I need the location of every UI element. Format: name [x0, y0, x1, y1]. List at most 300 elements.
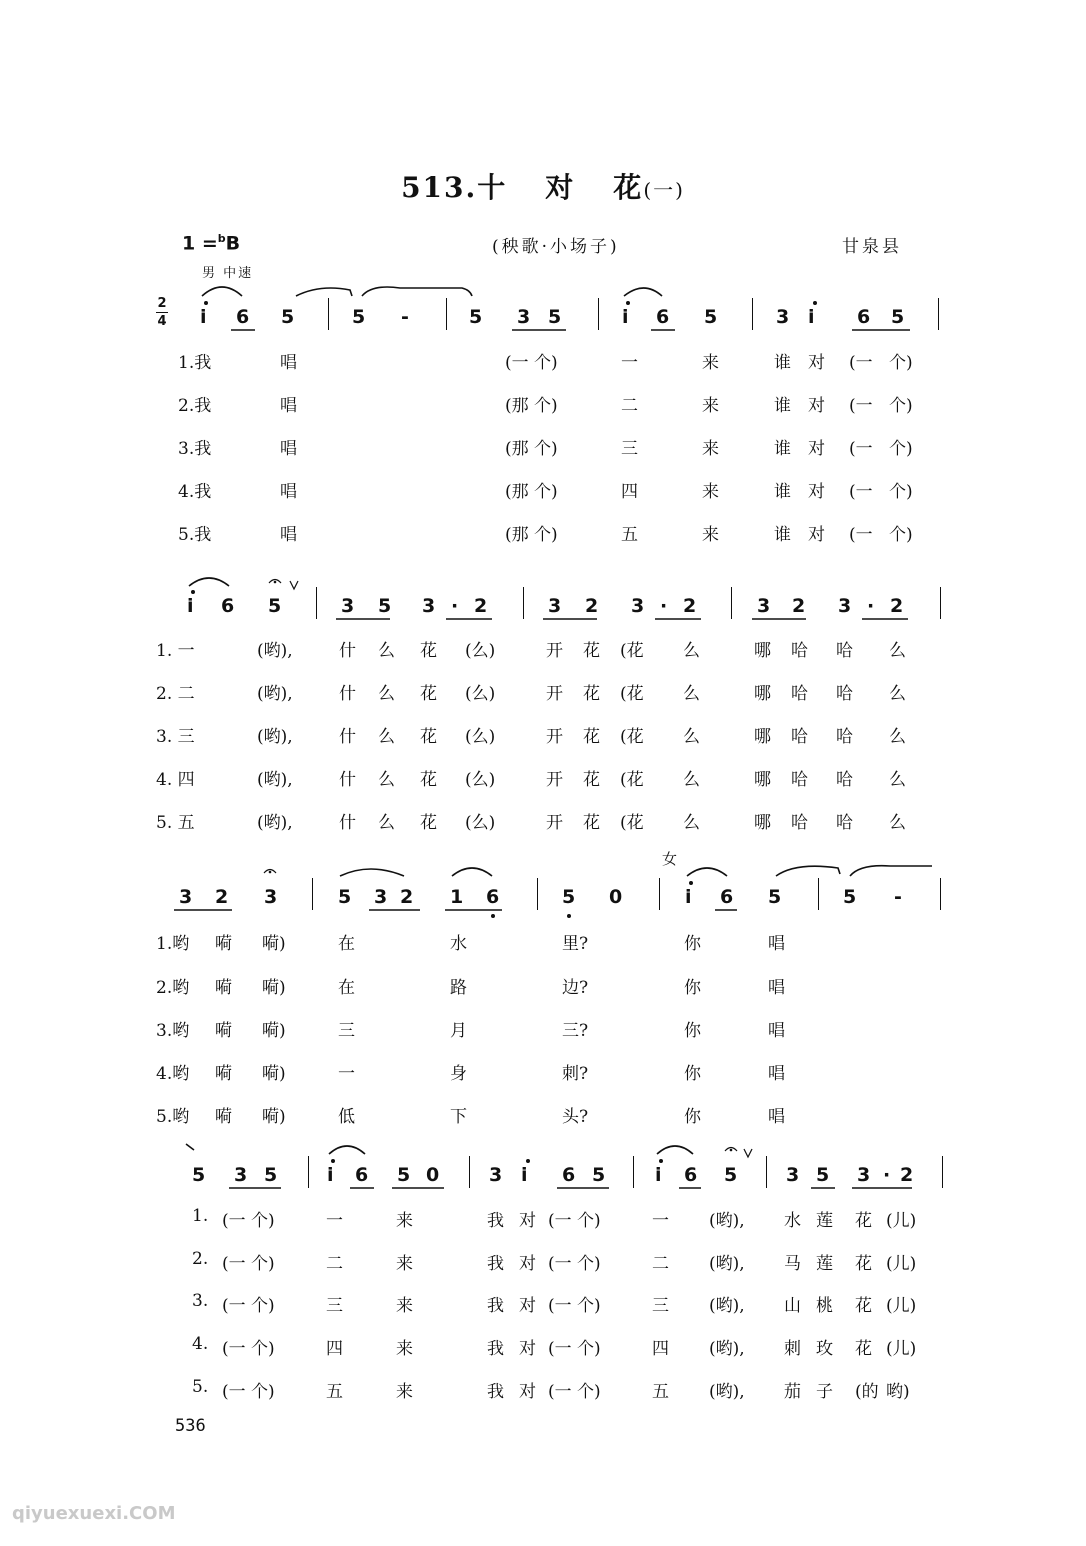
- lyric-syllable: 花: [583, 641, 600, 661]
- lyric-syllable: (哟),: [257, 641, 293, 661]
- lyric-syllable: 莲: [816, 1254, 833, 1274]
- note: 3: [374, 886, 388, 908]
- lyric-syllable: (花: [620, 813, 644, 833]
- origin-label: 甘泉县: [842, 237, 902, 257]
- lyric-syllable: 路: [450, 978, 467, 998]
- verse-line: [0, 391, 1086, 415]
- lyric-syllable: 哟): [886, 1382, 910, 1402]
- lyric-syllable: 3.: [192, 1291, 209, 1311]
- note: 1: [450, 886, 464, 908]
- lyric-syllable: 5.我: [178, 525, 212, 545]
- barline: [598, 298, 599, 330]
- lyric-syllable: 在: [338, 934, 355, 954]
- lyric-syllable: 一: [621, 353, 638, 373]
- note: 5: [768, 886, 782, 908]
- lyric-syllable: 来: [396, 1382, 413, 1402]
- note: 3: [631, 595, 645, 617]
- lyric-syllable: 嗬: [215, 1107, 232, 1127]
- note: 5: [264, 1164, 278, 1186]
- lyric-syllable: (哟),: [709, 1339, 745, 1359]
- lyric-syllable: 刺: [784, 1339, 801, 1359]
- barline: [731, 587, 732, 619]
- verse-line: [0, 1334, 1086, 1358]
- note: 3: [489, 1164, 503, 1186]
- lyric-syllable: (一: [849, 525, 873, 545]
- lyric-syllable: 唱: [768, 978, 785, 998]
- lyric-syllable: 么: [378, 727, 395, 747]
- lyric-syllable: 山: [784, 1296, 801, 1316]
- lyric-syllable: 花: [420, 813, 437, 833]
- lyric-syllable: 哈: [791, 684, 808, 704]
- lyric-syllable: 哪: [754, 727, 771, 747]
- lyric-syllable: 什: [339, 770, 356, 790]
- lyric-syllable: 么: [378, 770, 395, 790]
- lyric-syllable: 3.哟: [156, 1021, 190, 1041]
- lyric-syllable: 对: [808, 482, 825, 502]
- lyric-syllable: 三?: [562, 1021, 589, 1041]
- lyric-syllable: 花: [583, 770, 600, 790]
- lyric-syllable: 对: [808, 439, 825, 459]
- note: 3: [786, 1164, 800, 1186]
- lyric-syllable: (哟),: [709, 1296, 745, 1316]
- notation-system-4: [0, 1156, 1086, 1196]
- lyric-syllable: 五: [621, 525, 638, 545]
- lyric-syllable: 下: [450, 1107, 467, 1127]
- barline: [942, 1156, 943, 1188]
- lyric-syllable: 2.我: [178, 396, 212, 416]
- barline: [537, 878, 538, 910]
- lyric-syllable: 花: [855, 1211, 872, 1231]
- lyric-syllable: (一 个): [548, 1211, 601, 1231]
- note: 6: [486, 886, 500, 908]
- lyric-syllable: (的: [855, 1382, 879, 1402]
- lyric-syllable: 来: [702, 525, 719, 545]
- lyric-syllable: 花: [583, 727, 600, 747]
- lyric-syllable: 对: [519, 1339, 536, 1359]
- barline: [469, 1156, 470, 1188]
- lyric-syllable: 3.我: [178, 439, 212, 459]
- lyric-syllable: (么): [465, 684, 496, 704]
- note: i: [200, 306, 207, 328]
- lyric-syllable: 嗬): [262, 1064, 286, 1084]
- lyric-syllable: (一: [849, 482, 873, 502]
- verse-line: [0, 1291, 1086, 1315]
- lyric-syllable: 唱: [768, 934, 785, 954]
- lyric-syllable: 一: [338, 1064, 355, 1084]
- lyric-syllable: 对: [808, 396, 825, 416]
- lyric-syllable: 来: [396, 1254, 413, 1274]
- lyric-syllable: 二: [621, 396, 638, 416]
- lyric-syllable: 子: [816, 1382, 833, 1402]
- lyric-syllable: 马: [784, 1254, 801, 1274]
- lyric-syllable: 嗬): [262, 934, 286, 954]
- note: -: [894, 886, 902, 908]
- lyric-syllable: 唱: [280, 439, 297, 459]
- lyric-syllable: 我: [487, 1339, 504, 1359]
- note: 5: [548, 306, 562, 328]
- note: 3: [838, 595, 852, 617]
- lyric-syllable: 个): [889, 396, 913, 416]
- lyric-syllable: (哟),: [257, 770, 293, 790]
- note: 5: [469, 306, 483, 328]
- lyric-syllable: 唱: [768, 1107, 785, 1127]
- note: 2: [890, 595, 904, 617]
- lyric-syllable: 4.哟: [156, 1064, 190, 1084]
- lyric-syllable: 嗬: [215, 934, 232, 954]
- lyric-syllable: 四: [652, 1339, 669, 1359]
- lyric-syllable: 5.哟: [156, 1107, 190, 1127]
- note: 5: [724, 1164, 738, 1186]
- lyric-syllable: (花: [620, 727, 644, 747]
- lyric-syllable: 对: [808, 353, 825, 373]
- lyric-syllable: 么: [683, 684, 700, 704]
- lyric-syllable: 我: [487, 1254, 504, 1274]
- verse-line: [0, 434, 1086, 458]
- watermark: qiyuexuexi.COM: [12, 1503, 176, 1524]
- lyric-syllable: (花: [620, 770, 644, 790]
- lyric-syllable: 嗬: [215, 1064, 232, 1084]
- verse-line: [0, 973, 1086, 997]
- lyric-syllable: (一: [849, 439, 873, 459]
- verse-line: [0, 520, 1086, 544]
- lyric-syllable: 谁: [774, 396, 791, 416]
- lyric-syllable: 哈: [791, 813, 808, 833]
- notation-system-2: [0, 587, 1086, 627]
- lyric-syllable: (花: [620, 641, 644, 661]
- note: 2: [683, 595, 697, 617]
- lyric-syllable: 五: [652, 1382, 669, 1402]
- lyric-syllable: 玫: [816, 1339, 833, 1359]
- lyric-syllable: 五: [326, 1382, 343, 1402]
- lyric-syllable: (儿): [886, 1339, 917, 1359]
- lyric-syllable: 四: [326, 1339, 343, 1359]
- lyric-syllable: (一 个): [548, 1254, 601, 1274]
- lyric-syllable: 花: [583, 813, 600, 833]
- barline: [752, 298, 753, 330]
- note: 5: [281, 306, 295, 328]
- lyric-syllable: 么: [889, 684, 906, 704]
- lyric-syllable: 开: [546, 770, 563, 790]
- lyric-syllable: 桃: [816, 1296, 833, 1316]
- note: i: [622, 306, 629, 328]
- lyric-syllable: 哈: [836, 641, 853, 661]
- lyric-syllable: 来: [702, 396, 719, 416]
- lyric-syllable: 么: [683, 770, 700, 790]
- note: 6: [656, 306, 670, 328]
- lyric-syllable: (那 个): [505, 396, 558, 416]
- lyric-syllable: 花: [420, 770, 437, 790]
- lyric-syllable: (花: [620, 684, 644, 704]
- note: 2: [400, 886, 414, 908]
- note: 5: [338, 886, 352, 908]
- lyric-syllable: (一 个): [222, 1296, 275, 1316]
- lyric-syllable: (么): [465, 813, 496, 833]
- lyric-syllable: 个): [889, 439, 913, 459]
- key-signature: 1 =$^b$B: [182, 232, 241, 255]
- note: 3: [179, 886, 193, 908]
- lyric-syllable: (哟),: [709, 1211, 745, 1231]
- verse-line: [0, 477, 1086, 501]
- lyric-syllable: (儿): [886, 1254, 917, 1274]
- barline: [659, 878, 660, 910]
- lyric-syllable: (哟),: [709, 1254, 745, 1274]
- lyric-syllable: 花: [420, 684, 437, 704]
- lyric-syllable: 2. 二: [156, 684, 195, 704]
- lyric-syllable: 你: [684, 1064, 701, 1084]
- lyric-syllable: (儿): [886, 1296, 917, 1316]
- lyric-syllable: 低: [338, 1107, 355, 1127]
- lyric-syllable: 嗬): [262, 978, 286, 998]
- lyric-syllable: 在: [338, 978, 355, 998]
- lyric-syllable: 1.我: [178, 353, 212, 373]
- lyric-syllable: 花: [420, 727, 437, 747]
- lyric-syllable: 唱: [280, 525, 297, 545]
- note: 6: [221, 595, 235, 617]
- lyric-syllable: 3. 三: [156, 727, 195, 747]
- lyric-syllable: (一 个): [222, 1339, 275, 1359]
- tempo-marking: 男 中速: [202, 266, 254, 281]
- note: 6: [857, 306, 871, 328]
- note: ·: [660, 595, 668, 617]
- lyric-syllable: 开: [546, 813, 563, 833]
- notation-system-3: [0, 878, 1086, 918]
- note: i: [187, 595, 194, 617]
- lyric-syllable: 你: [684, 978, 701, 998]
- note: 3: [422, 595, 436, 617]
- note: 6: [684, 1164, 698, 1186]
- lyric-syllable: 三: [652, 1296, 669, 1316]
- barline: [818, 878, 819, 910]
- lyric-syllable: 哈: [836, 727, 853, 747]
- notation-system-1: [0, 298, 1086, 338]
- note: 5: [816, 1164, 830, 1186]
- note: 5: [704, 306, 718, 328]
- lyric-syllable: 开: [546, 641, 563, 661]
- lyric-syllable: 嗬: [215, 1021, 232, 1041]
- verse-line: [0, 1059, 1086, 1083]
- note: 2: [900, 1164, 914, 1186]
- note: i: [521, 1164, 528, 1186]
- verse-line: [0, 679, 1086, 703]
- note: 3: [548, 595, 562, 617]
- barline: [446, 298, 447, 330]
- verse-line: [0, 929, 1086, 953]
- lyric-syllable: 嗬): [262, 1021, 286, 1041]
- lyric-syllable: 哈: [836, 684, 853, 704]
- barline: [316, 587, 317, 619]
- note: 2: [215, 886, 229, 908]
- lyric-syllable: 边?: [562, 978, 589, 998]
- lyric-syllable: 个): [889, 353, 913, 373]
- lyric-syllable: 我: [487, 1211, 504, 1231]
- lyric-syllable: 开: [546, 727, 563, 747]
- barline: [328, 298, 329, 330]
- lyric-syllable: 唱: [768, 1064, 785, 1084]
- note: ·: [867, 595, 875, 617]
- note: 0: [426, 1164, 440, 1186]
- lyric-syllable: 花: [420, 641, 437, 661]
- lyric-syllable: 莲: [816, 1211, 833, 1231]
- barline: [938, 298, 939, 330]
- lyric-syllable: 一: [652, 1211, 669, 1231]
- lyric-syllable: 你: [684, 1107, 701, 1127]
- female-part-marking: 女: [662, 850, 678, 868]
- verse-line: [0, 765, 1086, 789]
- lyric-syllable: (哟),: [257, 813, 293, 833]
- page-number: 536: [175, 1416, 206, 1436]
- lyric-syllable: 一: [326, 1211, 343, 1231]
- note: 5: [378, 595, 392, 617]
- lyric-syllable: 1.哟: [156, 934, 190, 954]
- lyric-syllable: (哟),: [709, 1382, 745, 1402]
- verse-line: [0, 722, 1086, 746]
- note: 3: [264, 886, 278, 908]
- lyric-syllable: 哪: [754, 684, 771, 704]
- lyric-syllable: 个): [889, 482, 913, 502]
- lyric-syllable: 头?: [562, 1107, 589, 1127]
- barline: [523, 587, 524, 619]
- lyric-syllable: 什: [339, 641, 356, 661]
- lyric-syllable: 三: [326, 1296, 343, 1316]
- lyric-syllable: 唱: [280, 396, 297, 416]
- lyric-syllable: 花: [855, 1296, 872, 1316]
- note: 3: [757, 595, 771, 617]
- note: 3: [517, 306, 531, 328]
- lyric-syllable: 三: [621, 439, 638, 459]
- lyric-syllable: 哈: [791, 641, 808, 661]
- barline: [766, 1156, 767, 1188]
- barline: [940, 878, 941, 910]
- barline: [312, 878, 313, 910]
- lyric-syllable: 哈: [791, 727, 808, 747]
- note: 2: [792, 595, 806, 617]
- time-signature: 2 4: [157, 296, 167, 329]
- lyric-syllable: 二: [326, 1254, 343, 1274]
- lyric-syllable: 哈: [836, 770, 853, 790]
- verse-line: [0, 348, 1086, 372]
- note: i: [808, 306, 815, 328]
- lyric-syllable: 么: [889, 770, 906, 790]
- note: 5: [352, 306, 366, 328]
- note: 5: [397, 1164, 411, 1186]
- lyric-syllable: 对: [519, 1254, 536, 1274]
- note: 6: [720, 886, 734, 908]
- note: 6: [236, 306, 250, 328]
- lyric-syllable: 哪: [754, 641, 771, 661]
- lyric-syllable: (么): [465, 770, 496, 790]
- note: 5: [891, 306, 905, 328]
- lyric-syllable: (么): [465, 727, 496, 747]
- lyric-syllable: 么: [683, 813, 700, 833]
- lyric-syllable: (儿): [886, 1211, 917, 1231]
- lyric-syllable: 嗬): [262, 1107, 286, 1127]
- note: 2: [474, 595, 488, 617]
- lyric-syllable: 哪: [754, 813, 771, 833]
- lyric-syllable: 对: [519, 1296, 536, 1316]
- lyric-syllable: 我: [487, 1382, 504, 1402]
- lyric-syllable: (一 个): [222, 1254, 275, 1274]
- lyric-syllable: 开: [546, 684, 563, 704]
- lyric-syllable: 来: [702, 353, 719, 373]
- verse-line: [0, 1102, 1086, 1126]
- lyric-syllable: 唱: [280, 482, 297, 502]
- lyric-syllable: 唱: [768, 1021, 785, 1041]
- lyric-syllable: (那 个): [505, 439, 558, 459]
- lyric-syllable: 对: [519, 1382, 536, 1402]
- lyric-syllable: 花: [583, 684, 600, 704]
- note: 2: [585, 595, 599, 617]
- note: 6: [562, 1164, 576, 1186]
- verse-line: [0, 1206, 1086, 1230]
- lyric-syllable: (那 个): [505, 482, 558, 502]
- genre-label: (秧歌·小场子): [492, 237, 620, 257]
- note: 6: [355, 1164, 369, 1186]
- barline: [308, 1156, 309, 1188]
- lyric-syllable: 刺?: [562, 1064, 589, 1084]
- lyric-syllable: 对: [808, 525, 825, 545]
- lyric-syllable: 来: [702, 439, 719, 459]
- verse-line: [0, 1377, 1086, 1401]
- lyric-syllable: 三: [338, 1021, 355, 1041]
- lyric-syllable: 来: [396, 1211, 413, 1231]
- barline: [940, 587, 941, 619]
- lyric-syllable: 来: [396, 1339, 413, 1359]
- lyric-syllable: 么: [378, 641, 395, 661]
- lyric-syllable: 二: [652, 1254, 669, 1274]
- lyric-syllable: 什: [339, 813, 356, 833]
- verse-line: [0, 636, 1086, 660]
- lyric-syllable: 个): [889, 525, 913, 545]
- note: -: [401, 306, 409, 328]
- note: 3: [857, 1164, 871, 1186]
- note: 5: [592, 1164, 606, 1186]
- lyric-syllable: (一 个): [548, 1382, 601, 1402]
- lyric-syllable: (哟),: [257, 684, 293, 704]
- lyric-syllable: (一 个): [548, 1296, 601, 1316]
- lyric-syllable: 来: [702, 482, 719, 502]
- lyric-syllable: (一 个): [222, 1211, 275, 1231]
- lyric-syllable: 什: [339, 727, 356, 747]
- lyric-syllable: 谁: [774, 525, 791, 545]
- note: 3: [776, 306, 790, 328]
- note: 3: [341, 595, 355, 617]
- lyric-syllable: (那 个): [505, 525, 558, 545]
- lyric-syllable: 么: [889, 641, 906, 661]
- lyric-syllable: 2.: [192, 1249, 209, 1269]
- lyric-syllable: (么): [465, 641, 496, 661]
- lyric-syllable: 谁: [774, 439, 791, 459]
- note: 5: [268, 595, 282, 617]
- barline: [633, 1156, 634, 1188]
- lyric-syllable: 谁: [774, 353, 791, 373]
- lyric-syllable: 来: [396, 1296, 413, 1316]
- lyric-syllable: 么: [889, 813, 906, 833]
- lyric-syllable: 哈: [836, 813, 853, 833]
- note: i: [327, 1164, 334, 1186]
- lyric-syllable: 么: [378, 813, 395, 833]
- note: 5: [843, 886, 857, 908]
- lyric-syllable: (哟),: [257, 727, 293, 747]
- lyric-syllable: 哪: [754, 770, 771, 790]
- lyric-syllable: 么: [889, 727, 906, 747]
- lyric-syllable: 月: [450, 1021, 467, 1041]
- note: i: [685, 886, 692, 908]
- lyric-syllable: 4.: [192, 1334, 209, 1354]
- note: ·: [451, 595, 459, 617]
- verse-line: [0, 1016, 1086, 1040]
- lyric-syllable: 么: [683, 727, 700, 747]
- lyric-syllable: (一 个): [505, 353, 558, 373]
